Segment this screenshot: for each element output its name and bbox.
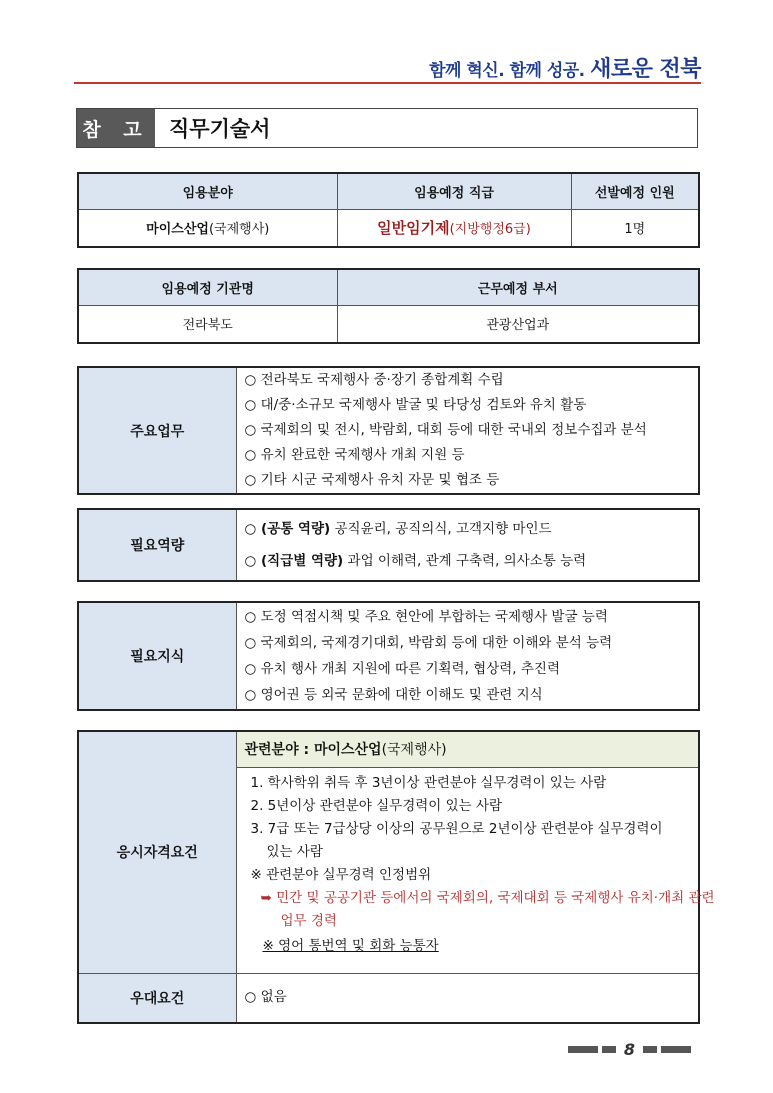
slogan-part2: 새로운 전북 [590, 57, 701, 82]
note-red-line [251, 887, 715, 910]
related-field-header [236, 731, 699, 767]
duty-item: ○ 유치 완료한 국제행사 개최 지원 등 [244, 447, 465, 463]
related-field-title: 관련분야 : 마이스산업 [244, 742, 382, 759]
duty-item: ○ 전라북도 국제행사 중·장기 종합계획 수립 [244, 372, 504, 388]
rank-value: 일반임기제 [377, 219, 450, 238]
field-value: 마이스산업 [146, 222, 209, 238]
qualification-item: 2. 5년이상 관련분야 실무경력이 있는 사람 [250, 797, 503, 814]
header-field: 임용분야 [78, 173, 337, 209]
preference-item: ○ 없음 [244, 989, 287, 1006]
header-count: 선발예정 인원 [571, 173, 699, 209]
knowledge-item: ○ 도정 역점시책 및 주요 현안에 부합하는 국제행사 발굴 능력 [244, 609, 608, 625]
page-number-footer [568, 1040, 691, 1059]
field-cell [78, 209, 337, 247]
knowledge-item: ○ 국제회의, 국제경기대회, 박람회 등에 대한 이해와 분석 능력 [244, 635, 613, 651]
competency-item [237, 545, 699, 577]
page-number: 8 [623, 1040, 635, 1059]
header-agency: 임용예정 기관명 [78, 269, 337, 305]
competency-item [237, 513, 699, 545]
competency-item-title: ○ (직급별 역량) [244, 553, 344, 569]
header-divider [74, 82, 701, 84]
page-title: 직무기술서 [169, 117, 271, 141]
note-red-line-2: 업무 경력 [280, 912, 337, 929]
related-field-sub: (국제행사) [381, 742, 447, 759]
footer-bar [643, 1046, 657, 1053]
footer-bar [568, 1046, 598, 1053]
rank-sub: (지방행정6급) [449, 222, 531, 238]
competency-item-text: 공직윤리, 공직의식, 고객지향 마인드 [330, 521, 552, 537]
qualification-item: 1. 학사학위 취득 후 3년이상 관련분야 실무경력이 있는 사람 [250, 774, 607, 791]
competency-table [77, 508, 700, 582]
qualification-item: 있는 사람 [266, 843, 323, 860]
competency-list [236, 509, 699, 581]
agency-value: 전라북도 [78, 305, 337, 343]
duty-item: ○ 대/중·소규모 국제행사 발굴 및 타당성 검토와 유치 활동 [244, 397, 587, 413]
duties-table [77, 366, 700, 495]
position-table [77, 172, 700, 248]
qualification-list [236, 767, 715, 973]
header-dept: 근무예정 부서 [337, 269, 699, 305]
qualification-label: 응시자격요건 [78, 731, 236, 973]
title-box [76, 108, 698, 148]
note-english: ※ 영어 통번역 및 회화 능통자 [262, 937, 439, 954]
knowledge-list [236, 602, 699, 710]
preference-value [236, 973, 699, 1023]
footer-bar [661, 1046, 691, 1053]
arrow-icon: ➥ [260, 889, 277, 906]
duties-label: 주요업무 [78, 367, 236, 494]
qualification-table [77, 730, 715, 1024]
slogan [429, 52, 701, 83]
slogan-part1: 함께 혁신. 함께 성공. [429, 61, 585, 81]
reference-label: 참 고 [77, 109, 155, 147]
competency-item-title: ○ (공통 역량) [244, 521, 331, 537]
knowledge-item: ○ 영어권 등 외국 문화에 대한 이해도 및 관련 지식 [244, 687, 543, 703]
agency-table [77, 268, 700, 344]
preference-label: 우대요건 [78, 973, 236, 1023]
header-rank: 임용예정 직급 [337, 173, 571, 209]
competency-label: 필요역량 [78, 509, 236, 581]
knowledge-label: 필요지식 [78, 602, 236, 710]
duties-list [236, 367, 699, 494]
field-sub: (국제행사) [208, 222, 270, 238]
note-red-text: 민간 및 공공기관 등에서의 국제회의, 국제대회 등 국제행사 유치·개최 관련 [276, 889, 715, 906]
competency-item-text: 과업 이해력, 관계 구축력, 의사소통 능력 [343, 553, 587, 569]
rank-cell [337, 209, 571, 247]
qualification-item: 3. 7급 또는 7급상당 이상의 공무원으로 2년이상 관련분야 실무경력이 [250, 820, 663, 837]
duty-item: ○ 국제회의 및 전시, 박람회, 대회 등에 대한 국내외 정보수집과 분석 [244, 422, 647, 438]
footer-bar [602, 1046, 616, 1053]
count-value: 1명 [571, 209, 699, 247]
note-title: ※ 관련분야 실무경력 인정범위 [250, 866, 432, 883]
knowledge-item: ○ 유치 행사 개최 지원에 따른 기획력, 협상력, 추진력 [244, 661, 561, 677]
dept-value: 관광산업과 [337, 305, 699, 343]
duty-item: ○ 기타 시군 국제행사 유치 자문 및 협조 등 [244, 472, 500, 488]
knowledge-table [77, 601, 700, 711]
